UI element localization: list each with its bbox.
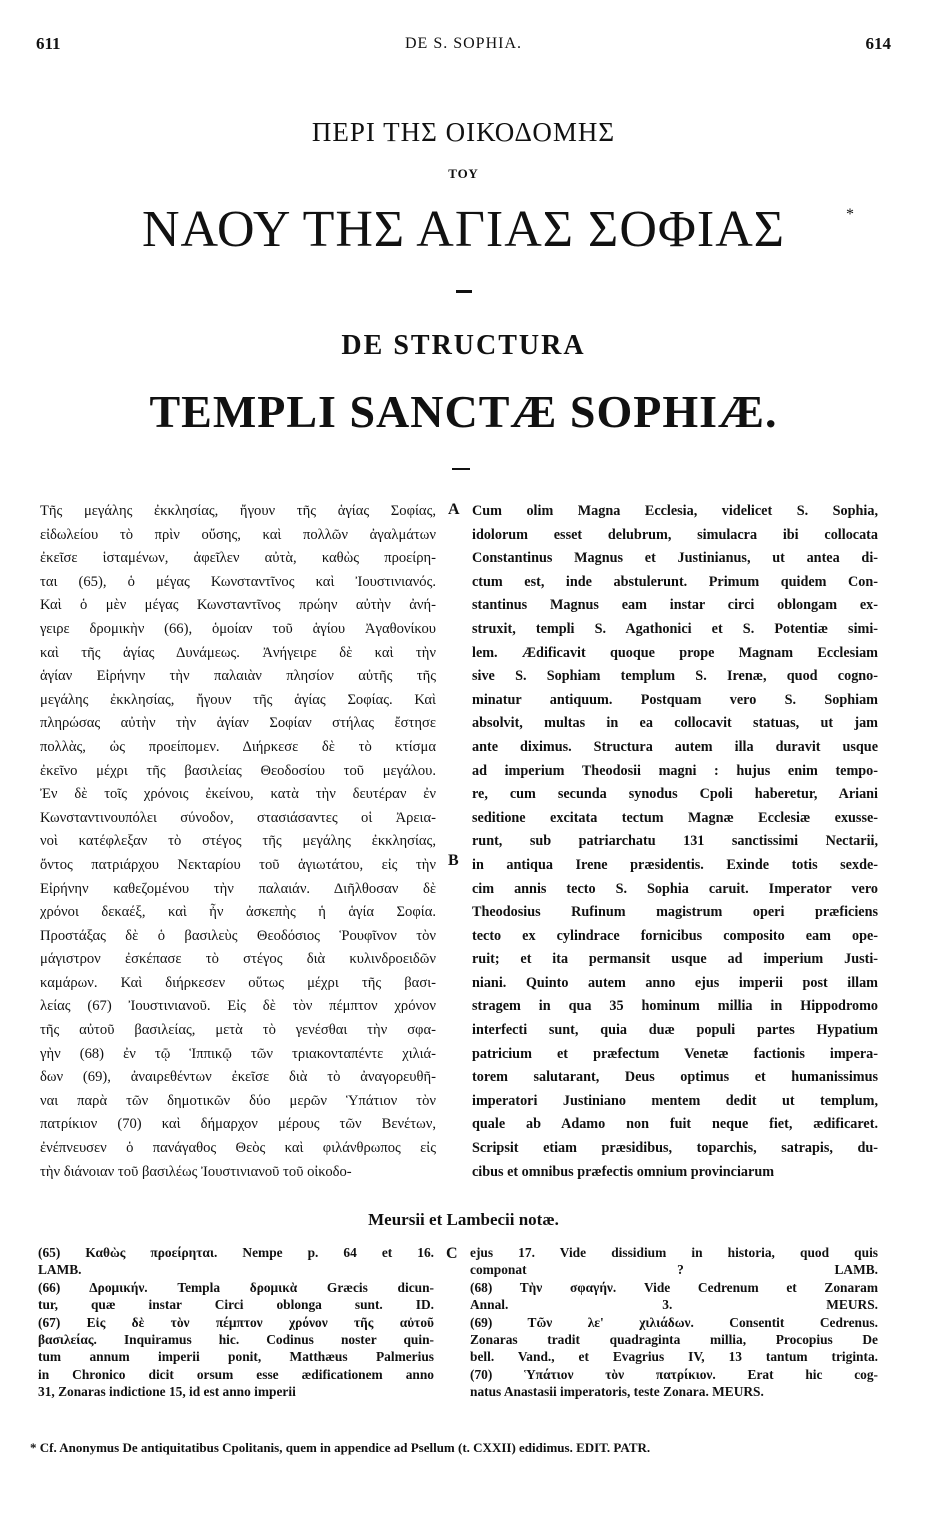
greek-title-line-1: ΠΕΡΙ ΤΗΣ ΟΙΚΟΔΟΜΗΣ bbox=[311, 117, 616, 147]
latin-text-line: Cum olim Magna Ecclesia, videlicet S. Sophia, bbox=[472, 503, 878, 519]
running-header bbox=[0, 0, 927, 60]
greek-text-line: τῆς αὐτοῦ βασιλείας, μετὰ τὸ γενέσθαι τὴν σφα- bbox=[40, 1022, 436, 1039]
latin-text-line: Constantinus Magnus et Justinianus, ut antea di- bbox=[472, 550, 878, 567]
note-line: 31, Zonaras indictione 15, id est anno imperii bbox=[38, 1384, 296, 1400]
greek-text-line: ἁγίαν Εἰρήνην τὴν παλαιὰν πλησίον αὐτῆς τῆς bbox=[40, 668, 436, 685]
greek-text-line: ἐνέπνευσεν ὁ πανάγαθος Θεὸς καὶ φιλάνθρωπος εἰς bbox=[40, 1140, 436, 1157]
latin-text-line: patricium et præfectum Venetæ factionis impera- bbox=[472, 1045, 878, 1062]
page-number-right: 614 bbox=[865, 34, 891, 53]
latin-text-line: idolorum esset delubrum, simulacra ibi collocata bbox=[472, 526, 878, 543]
latin-text-line: ad imperium Theodosii magni : hujus enim tempo- bbox=[472, 762, 878, 779]
greek-title-line-2: ΤΟΥ bbox=[448, 166, 479, 181]
latin-text-line: minatur antiquum. Postquam vero S. Sophiam bbox=[472, 691, 878, 708]
latin-text-line: ante diximus. Structura autem illa duravit usque bbox=[472, 738, 878, 755]
note-line: in Chronico dicit orsum esse ædificationem anno bbox=[38, 1366, 434, 1382]
greek-text-line: τὴν διάνοιαν τοῦ βασιλέως Ἰουστινιανοῦ τοῦ οἰκοδο- bbox=[40, 1163, 352, 1180]
title-divider bbox=[456, 290, 472, 293]
note-line: (70) Ὑπάτιον τὸν πατρίκιον. Erat hic cog- bbox=[470, 1366, 878, 1382]
note-line: βασιλείας. Inquiramus hic. Codinus noster quin- bbox=[38, 1331, 434, 1347]
note-line: tur, quæ instar Circi oblonga sunt. ID. bbox=[38, 1297, 434, 1313]
greek-text-line: Εἰρήνην καθεζομένου τὴν παλαιάν. Διῆλθοσαν δὲ bbox=[40, 880, 436, 897]
note-line: bell. Vand., et Evagrius IV, 13 tantum triginta. bbox=[470, 1349, 878, 1365]
footnote-mark: * bbox=[846, 206, 854, 223]
greek-text-line: γὴν (68) ἐν τῷ Ἱππικῷ τῶν τριακονταπέντε χιλιά- bbox=[40, 1045, 436, 1062]
greek-text-line: ἐκεῖσε ἱσταμένων, ἀφεῖλεν αὐτὰ, καθὼς προείρη- bbox=[40, 550, 436, 567]
greek-text-line: ται (65), ὁ μέγας Κωνσταντῖνος καὶ Ἰουστινιανός. bbox=[40, 573, 436, 590]
latin-text-line: ctum est, inde abstulerunt. Primum quidem Con- bbox=[472, 573, 878, 590]
greek-text-line: δων (69), ἀναιρεθέντων ἐκεῖσε διὰ τὸ ἀναγορευθῆ- bbox=[40, 1069, 436, 1086]
latin-text-line: struxit, templi S. Agathonici et S. Potentiæ simi- bbox=[472, 620, 878, 637]
latin-text-line: in antiqua Irene præsidentis. Exinde totis sexde- bbox=[472, 856, 878, 873]
greek-text-line: χρόνοι δεκαέξ, καὶ ἦν ἀσκεπὴς ἡ ἁγία Σοφία. bbox=[40, 904, 436, 921]
greek-text-column bbox=[40, 500, 436, 1184]
page-footnote: * Cf. Anonymus De antiquitatibus Cpolitanis, quem in appendice ad Psellum (t. CXXII) edidimus. EDIT. PATR. bbox=[30, 1440, 651, 1455]
greek-text-line: εἰδωλείου τὸ πρὶν οὔσης, καὶ πολλῶν ἀγαλμάτων bbox=[40, 526, 436, 543]
greek-text-line: Κωνσταντινουπόλει σύνοδον, στασιάσαντες οἱ Ἀρεια- bbox=[40, 809, 436, 826]
latin-text-line: quale ab Adamo non fuit neque fiet, ædificaret. bbox=[472, 1116, 878, 1133]
latin-text-line: niani. Quinto autem anno ejus imperii post illam bbox=[472, 974, 878, 991]
latin-text-line: stragem in qua 35 hominum millia in Hippodromo bbox=[472, 998, 878, 1015]
note-line: (69) Τῶν λε' χιλιάδων. Consentit Cedrenus. bbox=[470, 1314, 878, 1330]
greek-text-line: πληρώσας αὐτὴν τὴν ἁγίαν Σοφίαν στήλας ἔστησε bbox=[40, 715, 436, 732]
margin-marker-c: C bbox=[446, 1245, 458, 1262]
latin-text-line: cibus et omnibus præfectis omnium provinciarum bbox=[472, 1163, 775, 1180]
latin-text-line: imperatori Justiniano mentem dedit ut templum, bbox=[472, 1092, 878, 1109]
greek-text-line: ναι παρὰ τῶν δημοτικῶν δύο μερῶν Ὑπάτιον τὸν bbox=[40, 1092, 436, 1109]
notes-left-column bbox=[38, 1244, 434, 1401]
page-number-left: 611 bbox=[36, 34, 61, 53]
greek-text-line: γειρε δρομικὴν (66), ὁμοίαν τοῦ ἁγίου Ἀγαθονίκου bbox=[40, 620, 436, 637]
greek-text-line: μάγιστρον ἐσκέπασε τὸ στέγος διὰ κυλινδροειδῶν bbox=[40, 951, 436, 968]
notes-heading: Meursii et Lambecii notæ. bbox=[368, 1210, 559, 1229]
note-line: natus Anastasii imperatoris, teste Zonara. MEURS. bbox=[470, 1384, 764, 1400]
greek-text-line: ἐκεῖνο μέχρι τῆς βασιλείας Θεοδοσίου τοῦ μεγάλου. bbox=[40, 762, 436, 779]
margin-marker-b: B bbox=[448, 852, 459, 869]
latin-text-line: interfecti sunt, quia duæ populi partes Hypatium bbox=[472, 1022, 878, 1039]
latin-text-line: Theodosius Rufinum magistrum operi præficiens bbox=[472, 904, 878, 921]
margin-marker-a: A bbox=[448, 501, 460, 518]
greek-text-line: μεγάλης ἐκκλησίας, ἤγουν τῆς ἁγίας Σοφίας. Καὶ bbox=[40, 691, 436, 708]
greek-text-line: πολλὰς, ὡς προείπομεν. Διήρκεσε δὲ τὸ κτίσμα bbox=[40, 738, 436, 755]
latin-text-line: Scripsit etiam præsidibus, toparchis, satrapis, du- bbox=[472, 1140, 878, 1157]
greek-title-line-3: ΝΑΟΥ ΤΗΣ ΑΓΙΑΣ ΣΟΦΙΑΣ bbox=[141, 201, 786, 258]
greek-text-line: καμάρων. Καὶ διήρκεσεν οὕτως μέχρι τῆς βασι- bbox=[40, 974, 436, 991]
latin-text-line: cim annis tecto S. Sophia caruit. Imperator vero bbox=[472, 880, 878, 897]
latin-text-line: torem salutarant, Deus optimus et humanissimus bbox=[472, 1069, 878, 1086]
latin-text-line: stantinus Magnus eam instar circi oblongam ex- bbox=[472, 597, 878, 614]
latin-text-line: absolvit, multas in ea collocavit statuas, ut jam bbox=[472, 715, 878, 732]
latin-text-line: seditione excitata tectum Magnæ Ecclesiæ exusse- bbox=[472, 809, 878, 826]
latin-title-line-2: TEMPLI SANCTÆ SOPHIÆ. bbox=[149, 386, 778, 437]
latin-text-line: lem. Ædificavit quoque prope Magnam Ecclesiam bbox=[472, 644, 878, 661]
latin-text-line: tecto ex cylindrace fornicibus composito eam ope- bbox=[472, 927, 878, 944]
note-line: tum annum imperii ponit, Matthæus Palmerius bbox=[38, 1349, 434, 1365]
latin-text-column bbox=[472, 500, 878, 1184]
greek-text-line: Καὶ ὁ μὲν μέγας Κωνσταντῖνος πρώην αὐτὴν ἀνή- bbox=[40, 597, 436, 614]
greek-text-line: Ἐν δὲ τοῖς χρόνοις ἐκείνου, κατὰ τὴν δευτέραν ἐν bbox=[40, 786, 436, 803]
note-line: (68) Τὴν σφαγήν. Vide Cedrenum et Zonaram bbox=[470, 1279, 878, 1295]
greek-text-line: καὶ τῆς ἁγίας Δυνάμεως. Ἀνήγειρε δὲ καὶ τὴν bbox=[40, 644, 436, 661]
latin-title-line-1: DE STRUCTURA bbox=[341, 330, 586, 361]
note-line: componat ? LAMB. bbox=[470, 1262, 878, 1278]
latin-text-line: ruit; et ita permansit usque ad imperium Justi- bbox=[472, 951, 878, 968]
greek-text-line: πατρίκιον (70) καὶ δήμαρχον μέρους τῶν Βενέτων, bbox=[40, 1116, 436, 1133]
greek-text-line: λείας (67) Ἰουστινιανοῦ. Εἰς δὲ τὸν πέμπτον χρόνον bbox=[40, 998, 436, 1015]
section-divider bbox=[452, 468, 470, 470]
note-line: (66) Δρομικήν. Templa δρομικὰ Græcis dicun- bbox=[38, 1279, 434, 1295]
note-line: ejus 17. Vide dissidium in historia, quod quis bbox=[470, 1245, 878, 1260]
note-line: Annal. 3. MEURS. bbox=[470, 1297, 878, 1313]
latin-text-line: re, cum secunda synodus Cpoli haberetur, Ariani bbox=[472, 786, 878, 803]
notes-right-column bbox=[470, 1244, 878, 1401]
note-line: (65) Καθὼς προείρηται. Nempe p. 64 et 16. bbox=[38, 1245, 434, 1260]
running-title: DE S. SOPHIA. bbox=[404, 35, 522, 52]
greek-text-line: Προστάξας δὲ ὁ βασιλεὺς Θεοδόσιος Ῥουφῖνον τὸν bbox=[40, 927, 436, 944]
latin-text-line: sive S. Sophiam templum S. Irenæ, quod cogno- bbox=[472, 668, 878, 685]
latin-text-line: runt, sub patriarchatu 131 sanctissimi Nectarii, bbox=[472, 833, 878, 850]
greek-text-line: Τῆς μεγάλης ἐκκλησίας, ἤγουν τῆς ἁγίας Σοφίας, bbox=[40, 503, 436, 519]
note-line: LAMB. bbox=[38, 1262, 82, 1278]
note-line: Zonaras tradit quadraginta millia, Procopius De bbox=[470, 1331, 878, 1347]
greek-text-line: ὄντος πατριάρχου Νεκταρίου τοῦ ἁγιωτάτου, εἰς τὴν bbox=[40, 856, 436, 873]
greek-text-line: νοὶ κατέφλεξαν τὸ στέγος τῆς μεγάλης ἐκκλησίας, bbox=[40, 833, 436, 850]
note-line: (67) Εἰς δὲ τὸν πέμπτον χρόνον τῆς αὐτοῦ bbox=[38, 1314, 434, 1330]
